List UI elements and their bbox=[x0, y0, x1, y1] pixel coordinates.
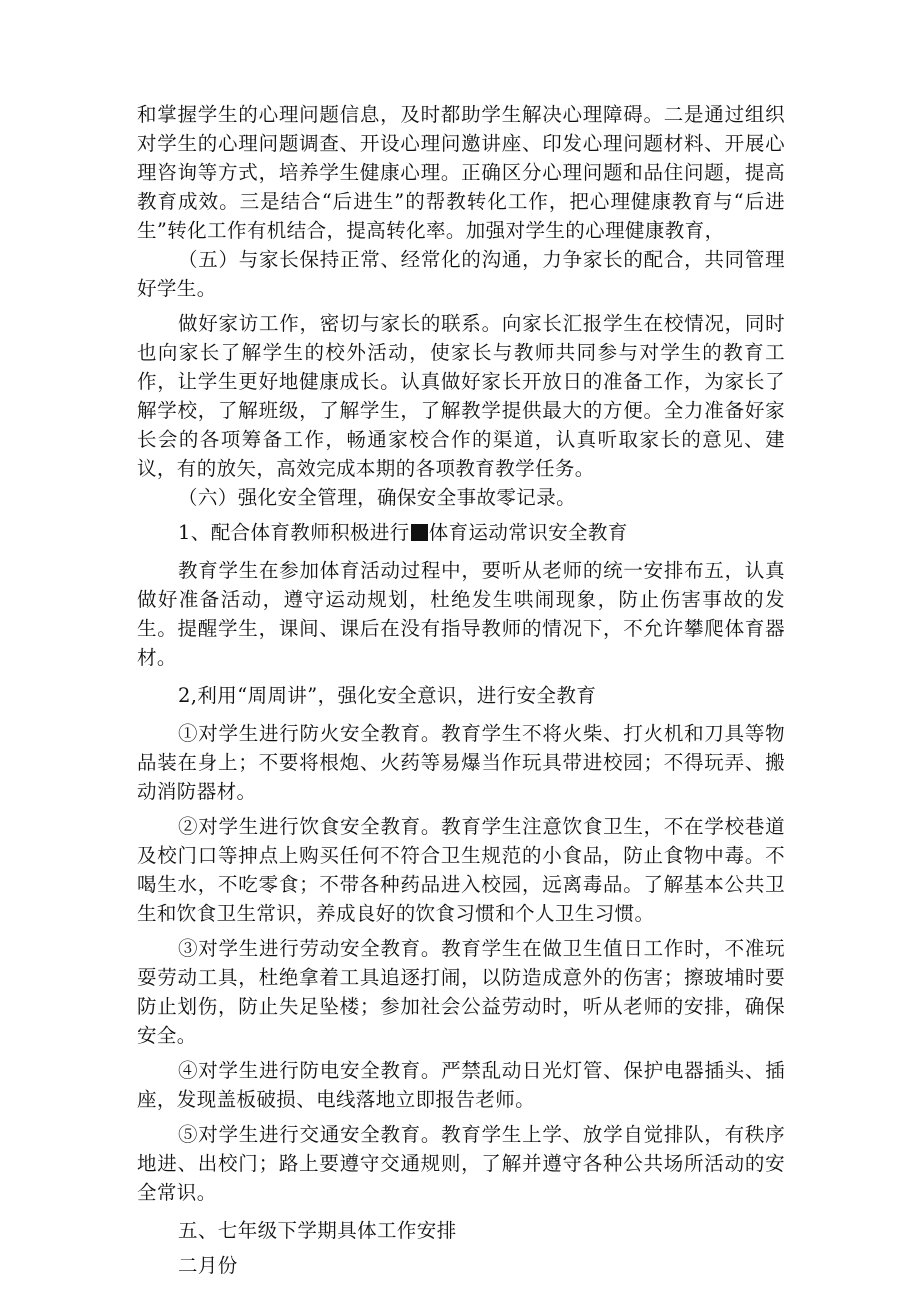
black-square-mark bbox=[411, 524, 428, 541]
item-food-safety: ②对学生进行饮食安全教育。教育学生注意饮食卫生，不在学校巷道及校门口等抻点上购买任何不符合卫生规范的小食品，防止食物中毒。不喝生水，不吃零食；不带各种药品进入校园，远离毒品。了解基本公共卫生和饮食卫生常识，养成良好的饮食习惯和个人卫生习惯。 bbox=[137, 815, 785, 925]
heading-semester-schedule: 五、七年级下学期具体工作安排 bbox=[178, 1219, 457, 1242]
item-sports-safety-start: 1、配合体育教师积极进行 bbox=[178, 521, 410, 544]
item-labor-safety: ③对学生进行劳动安全教育。教育学生在做卫生值日工作时，不准玩耍劳动工具，杜绝拿着工具追逐打闹，以防造成意外的伤害；擦玻埔时要防止划伤，防止失足坠楼；参加社会公益劳动时，听从老师的安排，确保安全。 bbox=[137, 937, 785, 1047]
item-fire-safety: ①对学生进行防火安全教育。教育学生不将火柴、打火机和刀具等物品装在身上；不要将根炮、火药等易爆当作玩具带进校园；不得玩弄、搬动消防器材。 bbox=[137, 722, 785, 803]
item-traffic-safety: ⑤对学生进行交通安全教育。教育学生上学、放学自觉排队，有秩序地进、出校门；路上要遵守交通规则，了解并遵守各种公共场所活动的安全常识。 bbox=[137, 1123, 785, 1204]
document-body bbox=[137, 100, 785, 1280]
paragraph-psychology-continued: 和掌握学生的心理问题信息，及时都助学生解决心理障碍。二是通过组织对学生的心理问题调查、开设心理问邀讲座、印发心理问题材料、开展心理咨询等方式，培养学生健康心理。正确区分心理问题和品住问题，提高教育成效。三是结合“后进生”的帮教转化工作，把心理健康教育与“后进生”转化工作有机结合，提高转化率。加强对学生的心理健康教育， bbox=[137, 103, 785, 242]
heading-parent-communication: （五）与家长保持正常、经常化的沟通，力争家长的配合，共同管理好学生。 bbox=[137, 248, 785, 300]
paragraph-sports-activity: 教育学生在参加体育活动过程中，要听从老师的统一安排布五，认真做好准备活动，遵守运动规划，杜绝发生哄闹现象，防止伤害事故的发生。提醒学生，课间、课后在没有指导教师的情况下，不允许攀爬体育器材。 bbox=[137, 559, 785, 669]
heading-february: 二月份 bbox=[178, 1254, 238, 1277]
heading-safety-management: （六）强化安全管理，确保安全事故零记录。 bbox=[178, 486, 577, 509]
item-weekly-talk: 2,利用“周周讲”，强化安全意识，进行安全教育 bbox=[178, 684, 597, 707]
item-sports-safety bbox=[137, 518, 785, 547]
paragraph-home-visits: 做好家访工作，密切与家长的联系。向家长汇报学生在校情况，同时也向家长了解学生的校外活动，使家长与教师共同参与对学生的教育工作，让学生更好地健康成长。认真做好家长开放日的准备工作，为家长了解学校，了解班级，了解学生，了解教学提供最大的方便。全力准备好家长会的各项筹备工作，畅通家校合作的渠道，认真听取家长的意见、建议，有的放矢，高效完成本期的各项教育教学任务。 bbox=[137, 312, 785, 480]
item-electric-safety: ④对学生进行防电安全教育。严禁乱动日光灯管、保护电器插头、插座，发现盖板破损、电线落地立即报告老师。 bbox=[137, 1059, 785, 1111]
item-sports-safety-end: 体育运动常识安全教育 bbox=[428, 521, 628, 544]
